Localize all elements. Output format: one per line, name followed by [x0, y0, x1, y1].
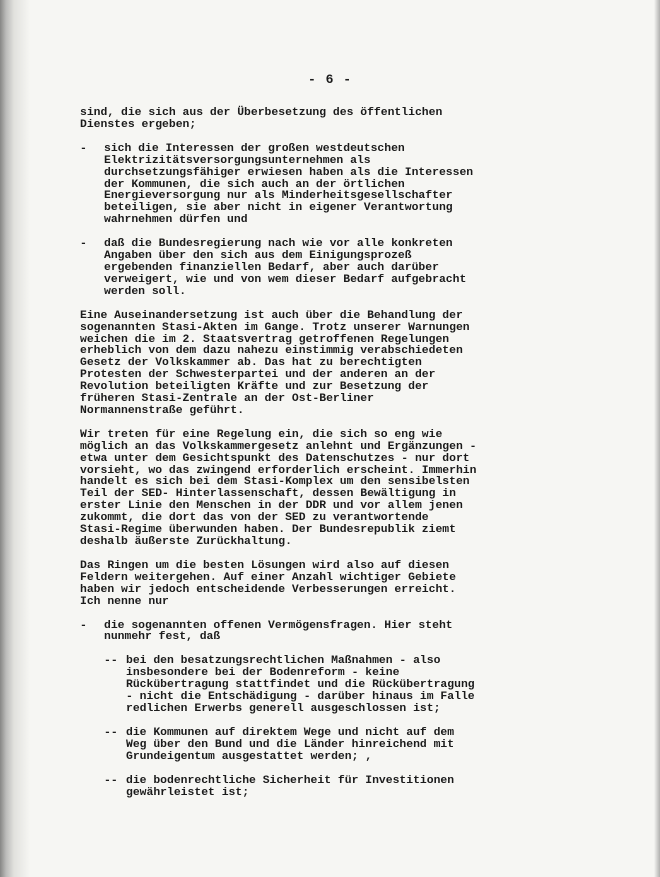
list-marker: - — [80, 619, 87, 632]
text-line: Grundeigentum ausgestattet werden; , — [126, 750, 373, 763]
paragraph — [80, 561, 550, 609]
text-line: insbesondere bei der Bodenreform - keine — [126, 667, 400, 680]
text-line: gewährleistet ist; — [126, 786, 250, 799]
text-line: früheren Stasi-Zentrale an der Ost-Berliner — [80, 393, 374, 406]
list-marker: - — [80, 142, 87, 155]
text-line: weichen die im 2. Staatsvertrag getroffenen Regelungen — [80, 333, 450, 346]
text-line: - nicht die Entschädigung - darüber hinaus im Falle — [126, 691, 475, 704]
text-line: Elektrizitätsversorgungsunternehmen als — [104, 154, 371, 167]
text-line: Teil der SED- Hinterlassenschaft, dessen Bewältigung in — [80, 488, 456, 501]
text-line: die sogenannten offenen Vermögensfragen. Hier steht — [104, 619, 453, 632]
text-line: der Kommunen, die sich auch an der örtlichen — [104, 178, 405, 191]
list-marker: - — [80, 238, 87, 251]
text-line: möglich an das Volkskammergesetz anlehnt und Ergänzungen - — [80, 440, 477, 453]
text-line: verweigert, wie und von wem dieser Bedarf aufgebracht — [104, 273, 467, 286]
sub-list-item — [80, 776, 550, 800]
text-line: nunmehr fest, daß — [104, 631, 221, 644]
text-line: bei den besatzungsrechtlichen Maßnahmen - also — [126, 655, 441, 668]
text-line: wahrnehmen dürfen und — [104, 214, 248, 227]
text-line: Revolution beteiligten Kräfte und zur Besetzung der — [80, 381, 429, 394]
text-line: erheblich von dem dazu nahezu einstimmig verabschiedeten — [80, 345, 463, 358]
text-line: Protesten der Schwesterpartei und der anderen an der — [80, 369, 436, 382]
paragraph — [80, 311, 550, 418]
text-line: werden soll. — [104, 285, 187, 298]
page-number: - 6 - — [307, 72, 352, 87]
text-line: deshalb äußerste Zurückhaltung. — [80, 536, 292, 548]
text-line: Normannenstraße geführt. — [80, 404, 245, 417]
paragraph — [80, 430, 550, 549]
text-line: Rückübertragung stattfindet und die Rückübertragung — [126, 679, 475, 692]
list-marker: -- — [104, 726, 118, 739]
text-line: daß die Bundesregierung nach wie vor alle konkreten — [104, 238, 453, 251]
text-line: haben wir jedoch entscheidende Verbesserungen erreicht. — [80, 583, 456, 596]
text-line: Gesetz der Volkskammer ab. Das hat zu berechtigten — [80, 357, 422, 370]
text-line: sind, die sich aus der Überbesetzung des öffentlichen — [80, 107, 443, 119]
list-item — [80, 144, 550, 227]
paragraph — [80, 108, 550, 132]
text-line: Eine Auseinandersetzung ist auch über die Behandlung der — [80, 309, 463, 322]
text-line: Feldern weitergehen. Auf einer Anzahl wichtiger Gebiete — [80, 571, 456, 584]
list-marker: -- — [104, 774, 118, 787]
scan-edge-right — [654, 0, 660, 877]
text-line: Weg über den Bund und die Länder hinreichend mit — [126, 738, 455, 751]
text-line: erster Linie den Menschen in der DDR und vor allem jenen — [80, 500, 463, 513]
text-line: sich die Interessen der großen westdeutschen — [104, 142, 405, 155]
text-line: beteiligen, sie aber nicht in eigener Verantwortung — [104, 202, 453, 215]
block-spacer — [80, 299, 550, 311]
text-line: ergebenden finanziellen Bedarf, aber auch darüber — [104, 261, 439, 274]
text-line: durchsetzungsfähiger erwiesen haben als die Interessen — [104, 166, 474, 179]
block-spacer — [80, 132, 550, 144]
text-line: vorsieht, wo das zwingend erforderlich erscheint. Immerhin — [80, 464, 477, 477]
text-line: Dienstes ergeben; — [80, 118, 197, 131]
text-line: sogenannten Stasi-Akten im Gange. Trotz unserer Warnungen — [80, 321, 470, 334]
list-item — [80, 621, 550, 645]
text-line: zukommt, die dort das von der SED zu verantwortende — [80, 512, 429, 525]
text-line: Angaben über den sich aus dem Einigungsprozeß — [104, 250, 412, 263]
text-line: Wir treten für eine Regelung ein, die sich so eng wie — [80, 428, 443, 441]
list-item — [80, 239, 550, 299]
text-line: handelt es sich bei dem Stasi-Komplex um den sensibelsten — [80, 476, 470, 489]
block-spacer — [80, 609, 550, 621]
text-line: die bodenrechtliche Sicherheit für Investitionen — [126, 774, 455, 787]
text-line: Stasi-Regime überwunden haben. Der Bundesrepublik ziemt — [80, 524, 456, 537]
text-line: Ich nenne nur — [80, 595, 169, 608]
text-line: die Kommunen auf direktem Wege und nicht auf dem — [126, 726, 455, 739]
document-body — [80, 108, 550, 799]
sub-list-item — [80, 728, 550, 764]
sub-list-item — [80, 656, 550, 716]
text-line: etwa unter dem Gesichtspunkt des Datenschutzes - nur dort — [80, 452, 470, 465]
text-line: Das Ringen um die besten Lösungen wird also auf diesen — [80, 559, 450, 572]
block-spacer — [80, 764, 550, 776]
list-marker: -- — [104, 655, 118, 668]
text-line: Energieversorgung nur als Minderheitsgesellschafter — [104, 190, 453, 203]
text-line: redlichen Erwerbs generell ausgeschlossen ist; — [126, 702, 441, 715]
scan-edge-left — [0, 0, 30, 877]
